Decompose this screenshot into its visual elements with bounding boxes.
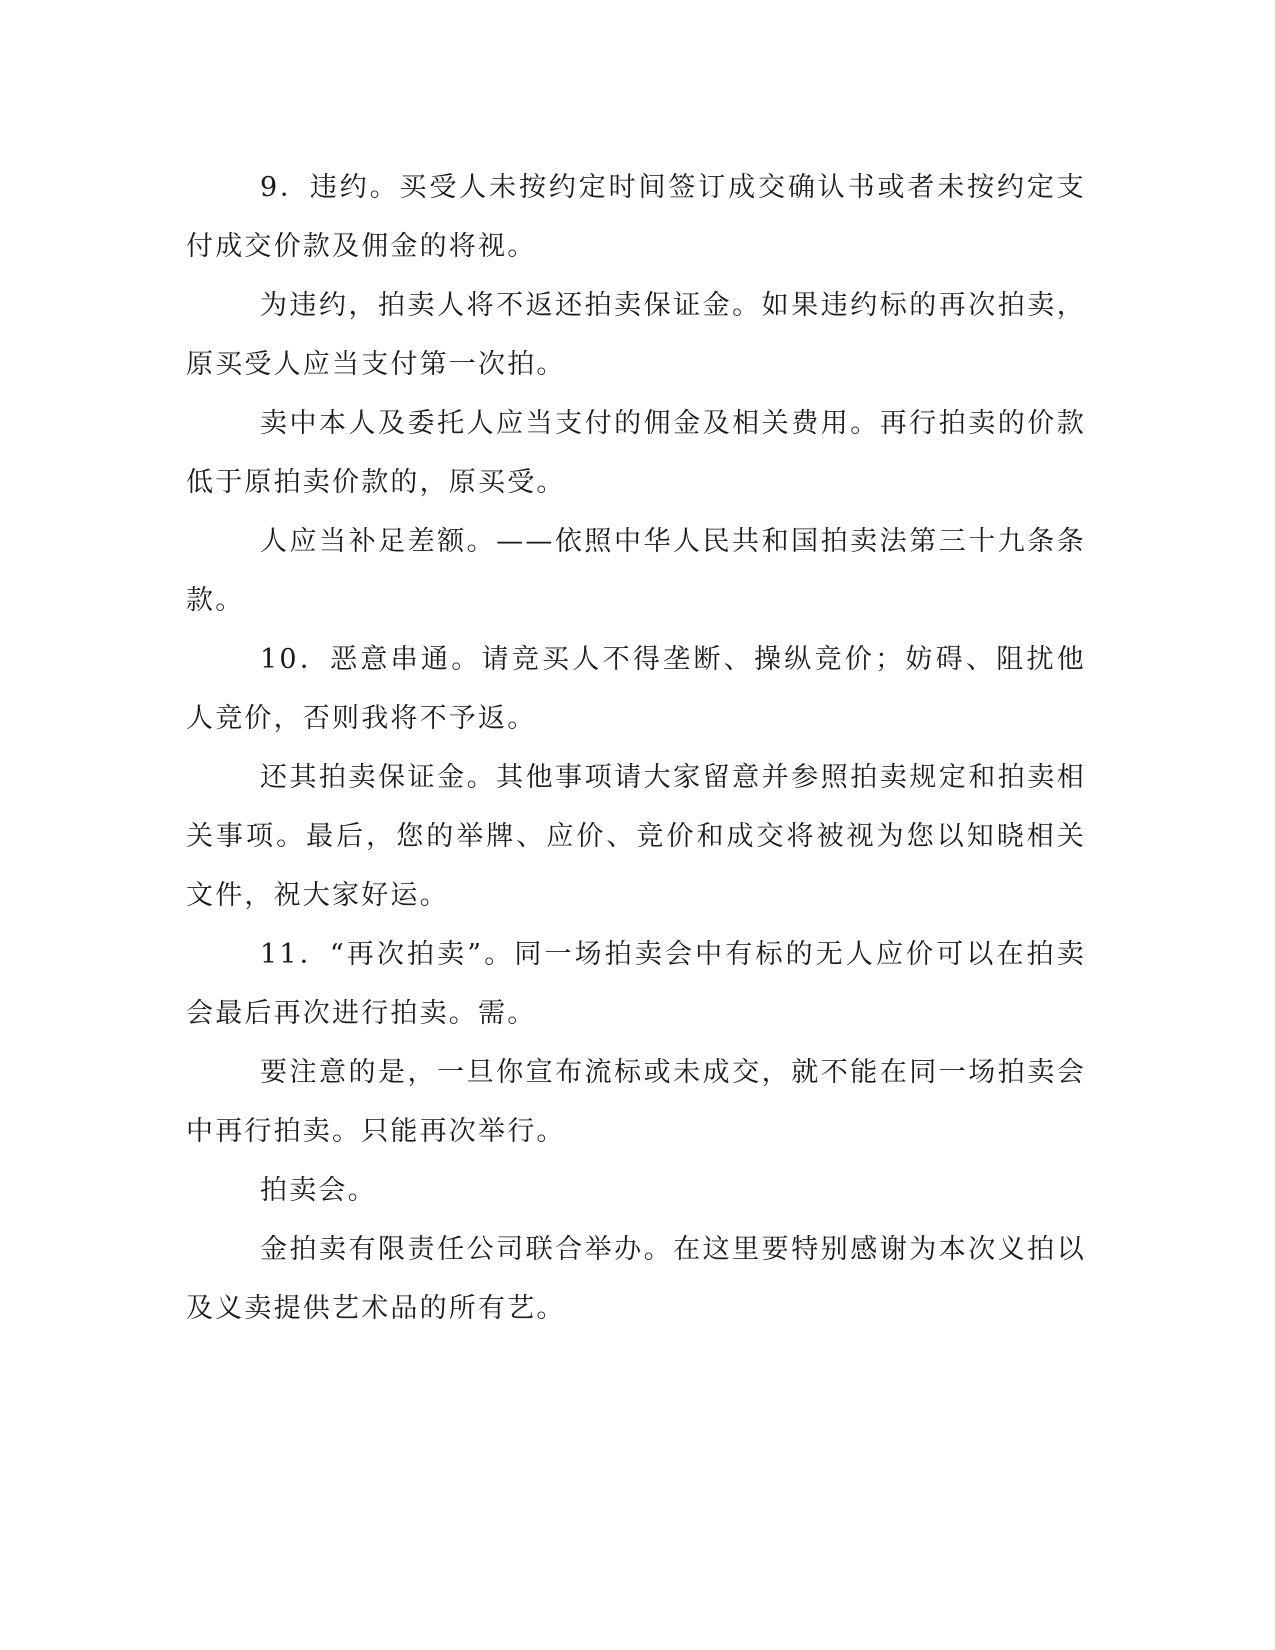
paragraph-law-reference: 人应当补足差额。——依照中华人民共和国拍卖法第三十九条条款。 [186,526,1086,616]
paragraph-auction-meeting: 拍卖会。 [260,1175,377,1206]
paragraph-acknowledgement: 金拍卖有限责任公司联合举办。在这里要特别感谢为本次义拍以及义卖提供艺术品的所有艺。 [186,1234,1086,1324]
paragraph-breach: 9．违约。买受人未按约定时间签订成交确认书或者未按约定支付成交价款及佣金的将视。 [186,172,1086,262]
paragraph-deposit-forfeit: 为违约，拍卖人将不返还拍卖保证金。如果违约标的再次拍卖，原买受人应当支付第一次拍。 [186,290,1086,380]
paragraph-collusion: 10．恶意串通。请竞买人不得垄断、操纵竞价；妨碍、阻扰他人竞价，否则我将不予返。 [186,644,1086,734]
paragraph-commission: 卖中本人及委托人应当支付的佣金及相关费用。再行拍卖的价款低于原拍卖价款的，原买受。 [186,408,1086,498]
paragraph-other-matters: 还其拍卖保证金。其他事项请大家留意并参照拍卖规定和拍卖相关事项。最后，您的举牌、应价、竞价和成交将被视为您以知晓相关文件，祝大家好运。 [186,762,1086,911]
document-body [186,158,1086,1338]
paragraph-re-auction-note: 要注意的是，一旦你宣布流标或未成交，就不能在同一场拍卖会中再行拍卖。只能再次举行。 [186,1057,1086,1147]
paragraph-re-auction: 11．“再次拍卖”。同一场拍卖会中有标的无人应价可以在拍卖会最后再次进行拍卖。需。 [186,939,1086,1029]
